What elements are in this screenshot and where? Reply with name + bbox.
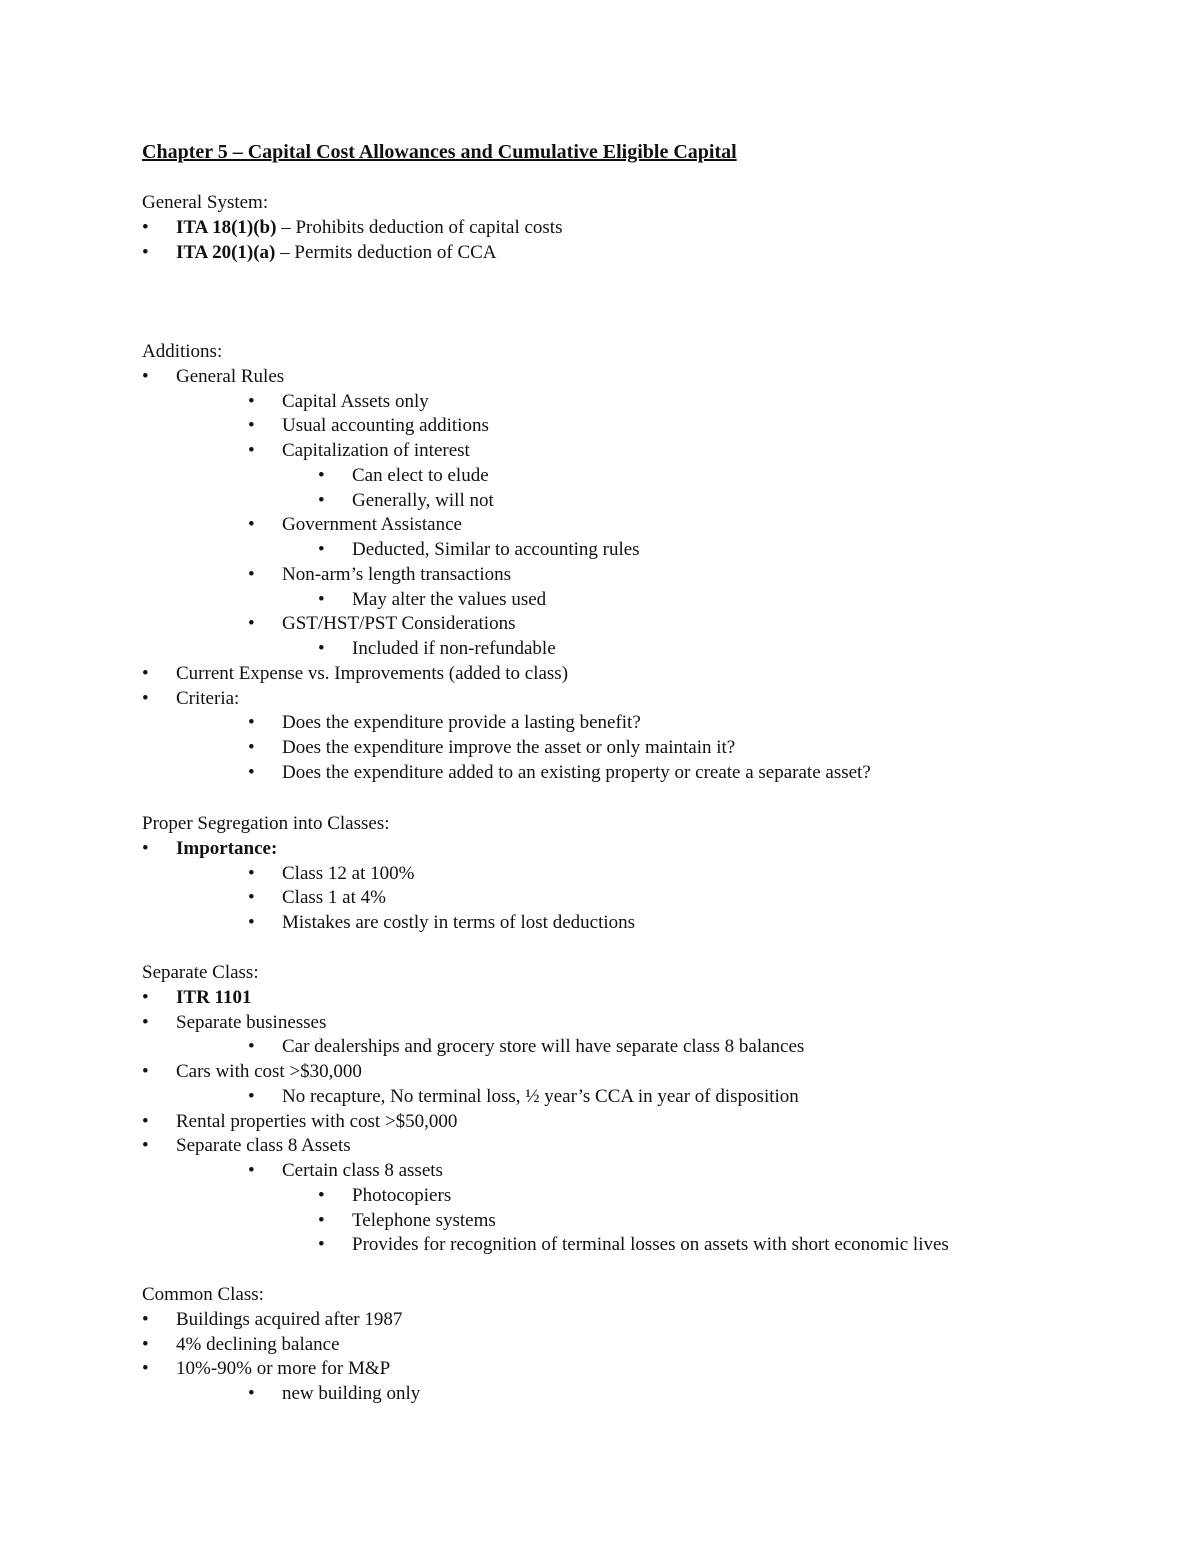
item-text: Deducted, Similar to accounting rules <box>352 539 640 560</box>
bullet-icon: • <box>318 588 325 610</box>
bullet-icon: • <box>318 638 325 659</box>
bullet-icon: • <box>248 1036 255 1058</box>
item-text: Does the expenditure added to an existing property or create a separate asset? <box>282 761 871 783</box>
bullet-icon: • <box>248 887 255 909</box>
item-text: ITR 1101 <box>176 986 252 1008</box>
item-text: No recapture, No terminal loss, ½ year’s CCA in year of disposition <box>282 1085 799 1107</box>
bullet-icon: • <box>248 737 255 758</box>
item-text: – Prohibits deduction of capital costs <box>276 216 563 238</box>
item-text: Does the expenditure improve the asset or only maintain it? <box>282 737 736 758</box>
item-text: General Rules <box>176 365 285 387</box>
item-text: Current Expense vs. Improvements (added to class) <box>176 662 569 684</box>
item-text: GST/HST/PST Considerations <box>282 613 516 635</box>
bullet-icon: • <box>142 241 149 263</box>
bullet-icon: • <box>318 1234 325 1256</box>
statute-ref: ITA 18(1)(b) <box>176 216 277 238</box>
bullet-icon: • <box>318 1209 325 1231</box>
bullet-icon: • <box>248 1085 255 1107</box>
section-heading: Additions: <box>142 341 223 362</box>
bullet-icon: • <box>318 1184 325 1206</box>
bullet-icon: • <box>248 514 255 536</box>
bullet-icon: • <box>142 216 149 238</box>
bullet-icon: • <box>142 1110 149 1132</box>
item-text: Capitalization of interest <box>282 440 470 461</box>
bullet-icon: • <box>248 712 255 734</box>
bullet-icon: • <box>248 563 255 585</box>
item-text: Rental properties with cost >$50,000 <box>176 1110 458 1132</box>
item-text: – Permits deduction of CCA <box>275 241 497 263</box>
bullet-icon: • <box>142 1358 149 1380</box>
bullet-icon: • <box>142 365 149 387</box>
item-text: Class 12 at 100% <box>282 862 415 884</box>
bullet-icon: • <box>142 1308 149 1330</box>
bullet-icon: • <box>142 1011 149 1033</box>
bullet-icon: • <box>142 986 149 1008</box>
item-text: Class 1 at 4% <box>282 887 386 909</box>
section-heading: Common Class: <box>142 1284 264 1305</box>
item-text: Usual accounting additions <box>282 415 489 437</box>
item-text: Certain class 8 assets <box>282 1160 443 1181</box>
bullet-icon: • <box>142 1333 149 1355</box>
item-text: Mistakes are costly in terms of lost deductions <box>282 912 636 933</box>
bullet-icon: • <box>318 489 325 511</box>
item-text: new building only <box>282 1383 421 1404</box>
bullet-icon: • <box>248 390 255 412</box>
item-text: Capital Assets only <box>282 390 429 412</box>
item-text: Generally, will not <box>352 489 494 511</box>
bullet-icon: • <box>248 613 255 635</box>
bullet-icon: • <box>248 761 255 783</box>
section-heading: Separate Class: <box>142 962 259 983</box>
item-text: Separate businesses <box>176 1011 327 1033</box>
bullet-icon: • <box>248 1160 255 1181</box>
bullet-icon: • <box>248 1383 255 1404</box>
item-text: 10%-90% or more for M&P <box>176 1358 391 1380</box>
item-text: 4% declining balance <box>176 1333 340 1355</box>
item-text: Cars with cost >$30,000 <box>176 1061 362 1082</box>
bullet-icon: • <box>248 440 255 461</box>
item-text: Non-arm’s length transactions <box>282 563 512 585</box>
bullet-icon: • <box>142 1061 149 1082</box>
bullet-icon: • <box>248 415 255 437</box>
item-text: Separate class 8 Assets <box>176 1135 351 1157</box>
item-text: Criteria: <box>176 687 240 709</box>
bullet-icon: • <box>142 687 149 709</box>
statute-ref: ITA 20(1)(a) <box>176 241 276 263</box>
chapter-title: Chapter 5 – Capital Cost Allowances and Cumulative Eligible Capital <box>142 141 737 163</box>
bullet-icon: • <box>142 1135 149 1157</box>
item-text: Provides for recognition of terminal losses on assets with short economic lives <box>352 1234 949 1256</box>
item-text: Telephone systems <box>352 1209 496 1231</box>
bullet-icon: • <box>142 662 149 684</box>
item-text: Can elect to elude <box>352 464 489 486</box>
item-text: Does the expenditure provide a lasting benefit? <box>282 712 641 734</box>
section-heading: Proper Segregation into Classes: <box>142 813 390 834</box>
item-text: Included if non-refundable <box>352 638 556 659</box>
item-text: Buildings acquired after 1987 <box>176 1308 403 1330</box>
item-text: Photocopiers <box>352 1184 452 1206</box>
item-text: Importance: <box>176 837 278 859</box>
item-text: Government Assistance <box>282 514 462 536</box>
item-text: Car dealerships and grocery store will have separate class 8 balances <box>282 1036 805 1058</box>
bullet-icon: • <box>248 862 255 884</box>
bullet-icon: • <box>318 539 325 560</box>
section-heading: General System: <box>142 192 269 213</box>
item-text: May alter the values used <box>352 588 547 610</box>
bullet-icon: • <box>318 464 325 486</box>
bullet-icon: • <box>248 912 255 933</box>
bullet-icon: • <box>142 837 149 859</box>
